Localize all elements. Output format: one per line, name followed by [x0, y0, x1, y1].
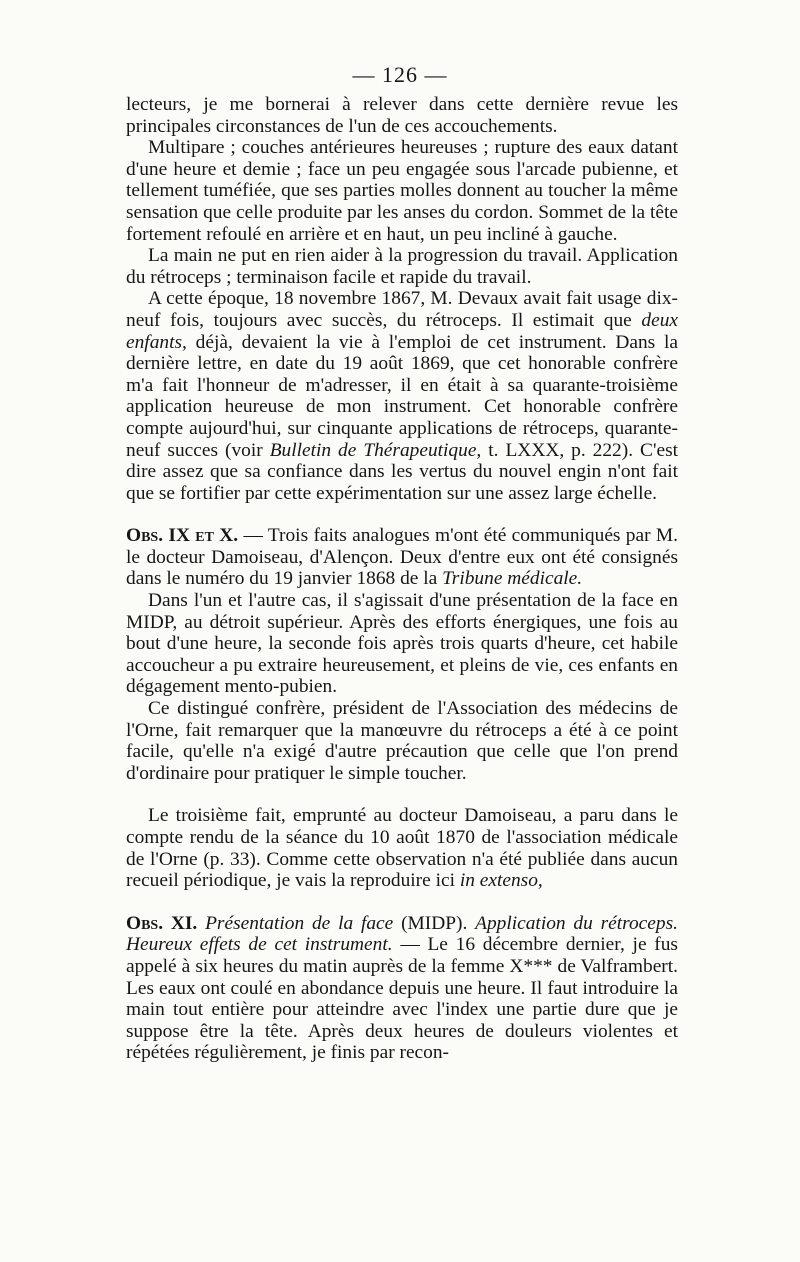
paragraph-9 [126, 913, 678, 1064]
paragraph-9-text: — Le 16 décembre dernier, je fus appelé à six heures du matin auprès de la femme X*** de Valframbert. Les eaux ont coulé en abondance depuis une heure. Il faut introduire la main tout entière pour atteindre avec l'index une partie dure que je suppose être la tête. Après deux heures de douleurs violentes et répétées régulièrement, je finis par recon- [126, 934, 678, 1064]
observation-label-9-10: Obs. IX et X. [126, 525, 239, 547]
paragraph-5-text-a: — Trois faits analogues m'ont été communiqués par M. le docteur Damoiseau, d'Alençon. Deux d'entre eux ont été consignés dans le numéro du 19 janvier 1868 de la [126, 525, 678, 590]
paragraph-6: Dans l'un et l'autre cas, il s'agissait d'une présentation de la face en MIDP, au détroit supérieur. Après des efforts énergiques, une fois au bout d'une heure, la seconde fois après trois quarts d'heure, cet habile accoucheur a pu extraire heureusement, et pleins de vie, ces enfants en dégagement mento-pubien. [126, 590, 678, 698]
paragraph-4-text-c: déjà, devaient la vie à l'emploi de cet instrument. Dans la dernière lettre, en date du 19 août 1869, que cet honorable confrère m'a fait l'honneur de m'adresser, il en était à sa quarante-troisième application heureuse de mon instrument. Cet honorable confrère compte aujourd'hui, sur cinquante applications de rétroceps, quarante-neuf succes (voir [126, 331, 678, 461]
paragraph-3: La main ne put en rien aider à la progression du travail. Application du rétroceps ; terminaison facile et rapide du travail. [126, 245, 678, 288]
page-number: — 126 — [352, 62, 448, 87]
paragraph-5 [126, 525, 678, 590]
tribune-citation: Tribune médicale. [442, 568, 583, 590]
paragraph-4 [126, 288, 678, 504]
in-extenso-emphasis: in extenso, [459, 870, 543, 892]
observation-title-c: Application du rétroceps. Heureux effets de cet instrument. [126, 912, 678, 956]
paragraph-7: Ce distingué confrère, président de l'Association des médecins de l'Orne, fait remarquer que la manœuvre du rétroceps a été à ce point facile, qu'elle n'a exigé d'autre précaution que celle que l'on prend d'ordinaire pour pratiquer le simple toucher. [126, 698, 678, 784]
paragraph-8-text-a: Le troisième fait, emprunté au docteur Damoiseau, a paru dans le compte rendu de la séance du 10 août 1870 de l'association médicale de l'Orne (p. 33). Comme cette observation n'a été publiée dans aucun recueil périodique, je vais la reproduire ici [126, 805, 678, 892]
observation-title-a: Présentation de la face [205, 912, 394, 934]
body-text [126, 94, 678, 1064]
paragraph-4-text-e: t. LXXX, p. 222). C'est dire assez que sa confiance dans les vertus du nouvel engin n'ont fait que se fortifier par cette expérimentation sur une assez large échelle. [126, 439, 678, 504]
observation-title-b: (MIDP). [393, 912, 476, 934]
bulletin-citation: Bulletin de Thérapeutique, [269, 439, 482, 461]
paragraph-1: lecteurs, je me bornerai à relever dans cette dernière revue les principales circonstances de l'un de ces accouchements. [126, 94, 678, 137]
paragraph-8 [126, 805, 678, 891]
paragraph-4-text-a: A cette époque, 18 novembre 1867, M. Devaux avait fait usage dix-neuf fois, toujours avec succès, du rétroceps. Il estimait que [126, 288, 678, 331]
paragraph-2: Multipare ; couches antérieures heureuses ; rupture des eaux datant d'une heure et demie ; face un peu engagée sous l'arcade pubienne, et tellement tuméfiée, que ses parties molles donnent au toucher la même sensation que celle produite par les anses du cordon. Sommet de la tête fortement refoulé en arrière et en haut, un peu incliné à gauche. [126, 137, 678, 245]
observation-label-11: Obs. XI. [126, 912, 198, 934]
paragraph-4-emphasis: deux enfants, [126, 309, 678, 353]
